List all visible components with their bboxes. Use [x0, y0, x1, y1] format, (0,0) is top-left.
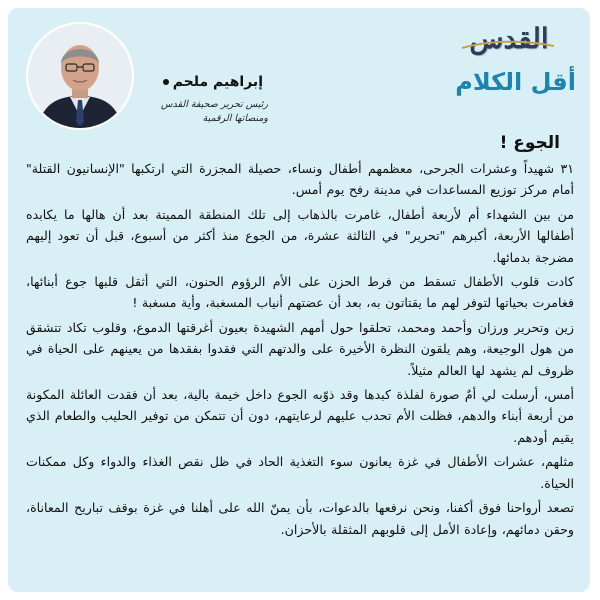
article-headline: الجوع ! [499, 133, 560, 153]
column-title: أقل الكلام [455, 68, 576, 96]
article-paragraph: زين وتحرير ورزان وأحمد ومحمد، تحلقوا حول أمهم الشهيدة بعيون أغرقتها الدموع، وقلوب تكاد تتشقق من هول الوجيعة، وهم يلقون النظرة الأخيرة على والدتهم التي فقدوا بفقدها من يعينهم على الحياة في ظروف لم يشهد لها العالم مثيلاً. [26, 319, 574, 378]
article-paragraph: أمس، أرسلت لي أمٌ صورة لفلذة كبدها وقد ذوّبه الجوع داخل خيمة بالية، بعد أن فقدت العائلة المكونة من أربعة أبناء والدهم، فظلت الأم تحدب عليهم لرعايتهم، دون أن تتمكن من توفير الحليب والطعام الذي يقيم أودهم. [26, 387, 574, 445]
author-role-line2: ومنصاتها الرقمية [202, 113, 268, 124]
article-body [26, 132, 574, 543]
article-paragraph: من بين الشهداء أم لأربعة أطفال، غامرت بالذهاب إلى تلك المنطقة المميتة بعد أن هالها ما يكابده أطفالها الأربعة، أكبرهم "تحرير" في الثالثة عشرة، من الجوع منذ أكثر من أسبوع، قبل أن تعود إليهم مضرجة بدمائها. [26, 206, 574, 265]
author-name [143, 74, 263, 90]
logo-text: القدس [469, 21, 549, 55]
author-role [138, 98, 268, 126]
column-card [8, 8, 590, 592]
newspaper-logo [454, 20, 564, 56]
article-paragraph: تصعد أرواحنا فوق أكفنا، ونحن نرفعها بالدعوات، بأن يمنّ الله على أهلنا في غزة بوقف تباريح المعاناة، وحقن دمائهم، وإعادة الأمل إلى قلوبهم المثقلة بالأحزان. [26, 500, 574, 537]
author-name-text: إبراهيم ملحم [172, 74, 263, 90]
author-photo [28, 24, 132, 128]
author-photo-image [28, 24, 132, 128]
article-paragraph: مثلهم، عشرات الأطفال في غزة يعانون سوء التغذية الحاد في ظل نقص الغذاء والدواء وكل ممكنات الحياة. [26, 454, 574, 491]
logo-swoosh-icon [460, 40, 556, 50]
bullet-icon [163, 79, 169, 85]
article-paragraph: كادت قلوب الأطفال تسقط من فرط الحزن على الأم الرؤوم الحنون، التي أثقل قلبها جوع أبنائها، فغامرت بحياتها لتوفر لهم ما يقتاتون به، بعد أن عضتهم أنياب المسغبة، وأية مسغبة ! [26, 274, 574, 311]
article-paragraph: ٣١ شهيداً وعشرات الجرحى، معظمهم أطفال ونساء، حصيلة المجزرة التي ارتكبها "الإنسانيون القتلة" أمام مركز توزيع المساعدات في مدينة رفح يوم أمس. [26, 161, 574, 198]
author-role-line1: رئيس تحرير صحيفة القدس [160, 99, 268, 110]
